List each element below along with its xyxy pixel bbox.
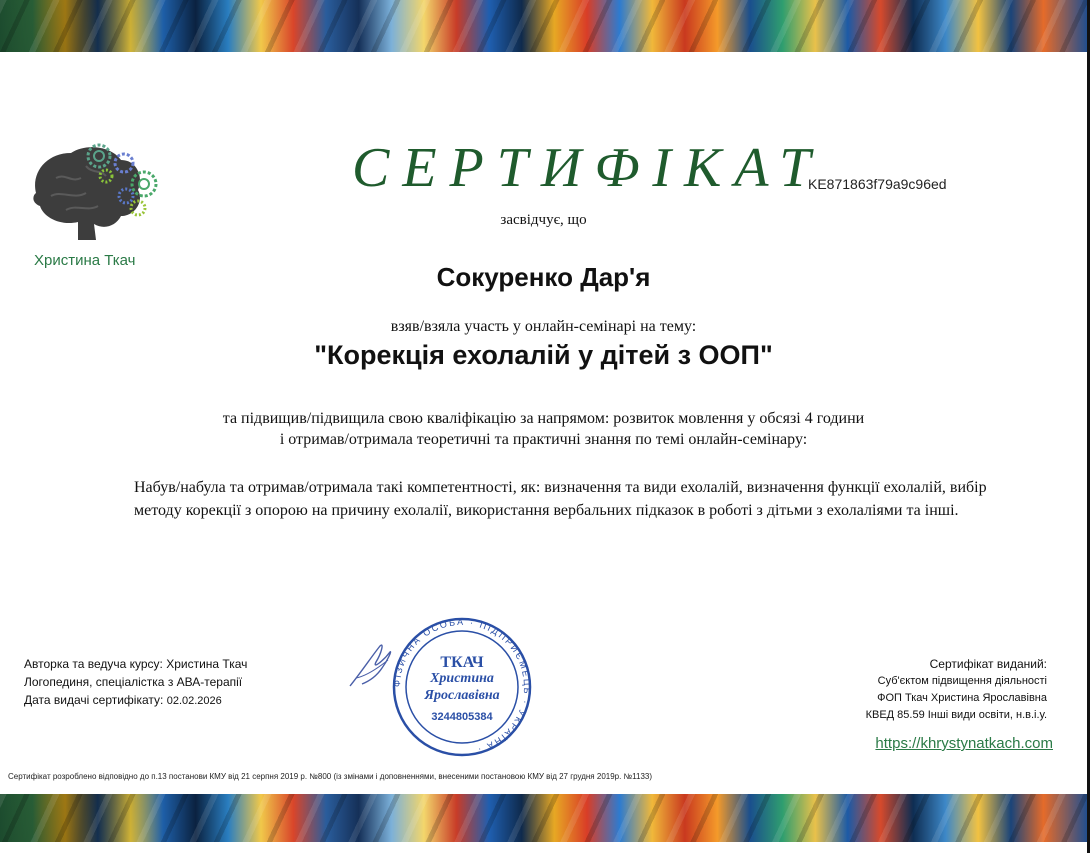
stamp-seal	[342, 616, 542, 758]
stamp-number: 3244805384	[431, 711, 493, 723]
legal-footnote: Сертифікат розроблено відповідно до п.13 постанови КМУ від 21 серпня 2019 р. №800 (із змінами і доповненнями, внесеними постановою КМУ від 27 грудня 2019р. №1133)	[8, 772, 653, 781]
recipient-name: Сокуренко Дар'я	[436, 262, 651, 292]
competencies-text: Набув/набула та отримав/отримала такі компетентності, як: визначення та види ехолалій, визначення функції ехолалій, вибір методу корекції з опорою на причину ехолалії, використання вербальних підказок в роботі з дітьми з ехолаліями та інші.	[134, 479, 987, 519]
issuer-line-1: Суб'єктом підвищення діяльності	[877, 675, 1047, 687]
seminar-topic: "Корекція ехолалій у дітей з ООП"	[314, 340, 773, 370]
qualification-line-2: і отримав/отримала теоретичні та практичні знання по темі онлайн-семінару:	[279, 431, 808, 448]
website-link[interactable]: https://khrystynatkach.com	[875, 735, 1053, 752]
issue-date-value: 02.02.2026	[166, 695, 222, 707]
stamp-line-3: Ярославівна	[424, 688, 500, 703]
certificate-code: KE871863f79a9c96ed	[808, 176, 947, 192]
brain-gears-icon	[26, 138, 166, 248]
issue-date	[24, 693, 247, 707]
author-title: Логопединя, спеціалістка з АВА-терапії	[24, 675, 243, 689]
stamp-ring-text: ФІЗИЧНА ОСОБА · ПІДПРИЄМЕЦЬ · УКРАЇНА ·	[391, 616, 533, 756]
author-line: Авторка та ведуча курсу: Христина Ткач	[24, 657, 248, 671]
certifies-text: засвідчує, що	[500, 212, 587, 228]
top-decorative-band	[0, 0, 1087, 52]
issuer-heading: Сертифікат виданий:	[929, 657, 1047, 671]
issuer-line-3: КВЕД 85.59 Інші види освіти, н.в.і.у.	[865, 709, 1047, 721]
participation-text: взяв/взяла участь у онлайн-семінарі на тему:	[390, 318, 697, 335]
author-block	[24, 657, 247, 711]
qualification-line-1: та підвищив/підвищила свою кваліфікацію за напрямом: розвиток мовлення у обсязі 4 години	[222, 410, 865, 427]
certificate-title: СЕРТИФІКАТ	[352, 137, 824, 199]
issuer-block	[866, 656, 1047, 724]
stamp-line-2: Христина	[430, 671, 494, 686]
stamp-line-1: ТКАЧ	[440, 654, 484, 671]
issue-date-label: Дата видачі сертифікату:	[24, 693, 164, 707]
issuer-line-2: ФОП Ткач Христина Ярославівна	[877, 692, 1047, 704]
bottom-decorative-band	[0, 794, 1087, 842]
logo-name: Христина Ткач	[34, 252, 136, 269]
